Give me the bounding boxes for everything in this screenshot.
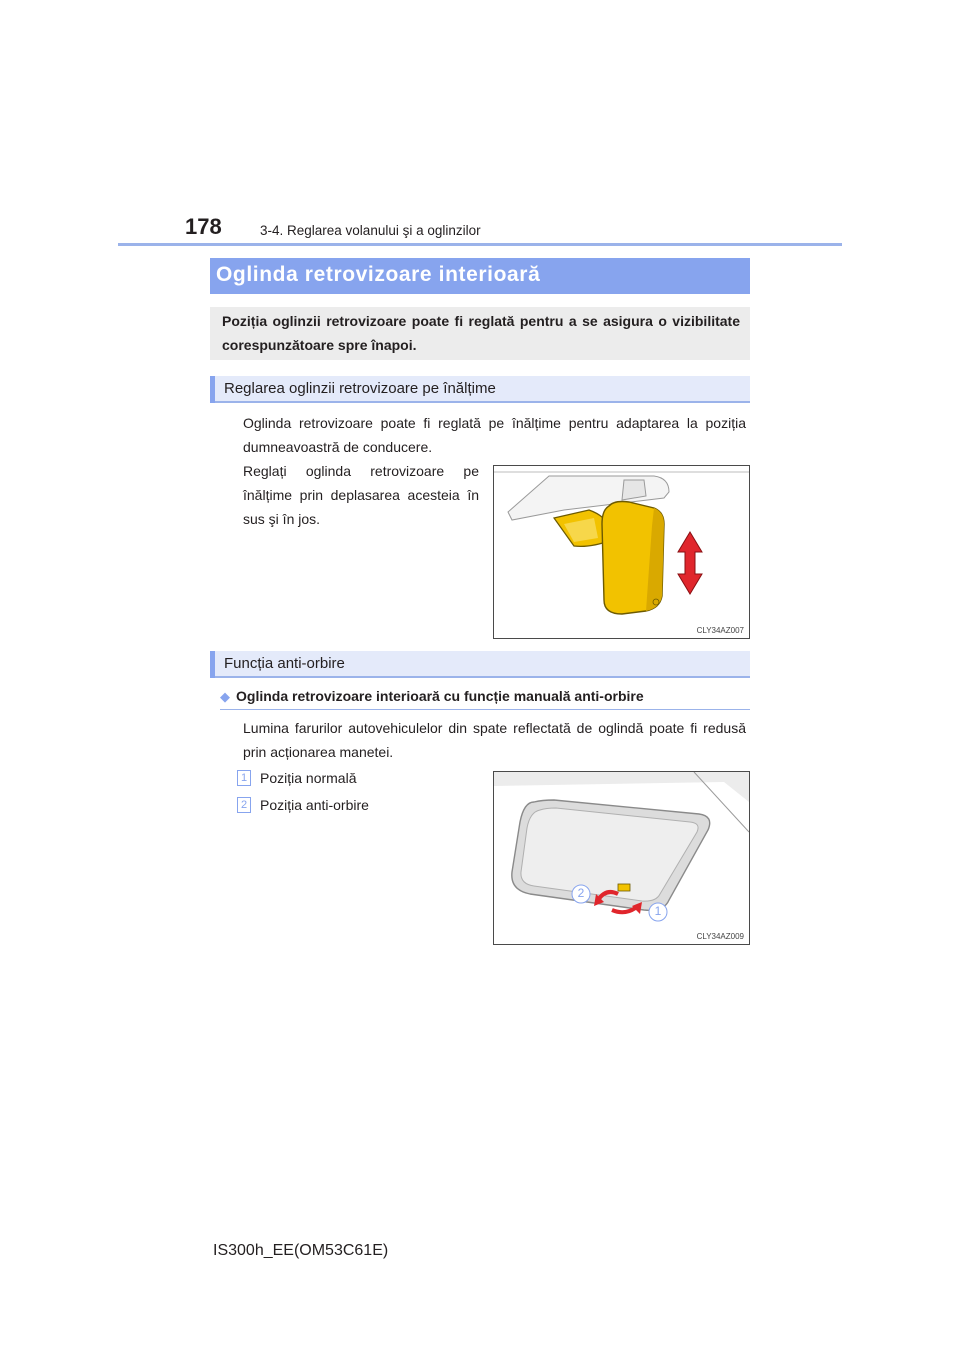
anti-glare-figure-code: CLY34AZ009 (696, 932, 744, 941)
intro-text: Poziția oglinzii retrovizoare poate fi reglată pentru a se asigura o vizibilitate corespunzătoare spre înapoi. (222, 313, 740, 353)
figure-label-1: 1 (654, 904, 662, 918)
item-1-number: 1 (237, 770, 251, 786)
diamond-bullet-icon: ◆ (220, 689, 230, 704)
anti-glare-subheading-rule (220, 709, 750, 710)
section-title: 3-4. Reglarea volanului şi a oglinzilor (260, 223, 481, 238)
page-number: 178 (185, 214, 222, 239)
anti-glare-paragraph: Lumina farurilor autovehiculelor din spate reflectată de oglindă poate fi redusă prin acționarea manetei. (243, 720, 746, 760)
anti-glare-accent (210, 651, 215, 678)
height-adjust-title: Reglarea oglinzii retrovizoare pe înălțime (224, 380, 496, 397)
mirror-height-figure (493, 465, 750, 639)
item-2-number: 2 (237, 797, 251, 813)
footer-model: IS300h_EE(OM53C61E) (213, 1242, 389, 1259)
header-rule (118, 243, 842, 246)
main-title: Oglinda retrovizoare interioară (216, 263, 541, 286)
figure-label-2: 2 (577, 886, 585, 900)
mirror-height-illustration (494, 466, 749, 638)
anti-glare-subheading (220, 686, 644, 707)
anti-glare-subheading-text: Oglinda retrovizoare interioară cu funcție manuală anti-orbire (236, 688, 644, 704)
anti-glare-illustration (494, 772, 749, 944)
item-2-label: Poziția anti-orbire (260, 797, 369, 813)
item-1-label: Poziția normală (260, 770, 357, 786)
anti-glare-title: Funcția anti-orbire (224, 655, 345, 672)
height-adjust-accent (210, 376, 215, 403)
height-adjust-paragraph-1: Oglinda retrovizoare poate fi reglată pe înălțime pentru adaptarea la poziția dumneavoastră de conducere. (243, 415, 746, 455)
anti-glare-figure (493, 771, 750, 945)
mirror-height-figure-code: CLY34AZ007 (696, 626, 744, 635)
height-adjust-paragraph-2: Reglați oglinda retrovizoare pe înălțime prin deplasarea acesteia în sus şi în jos. (243, 463, 479, 527)
